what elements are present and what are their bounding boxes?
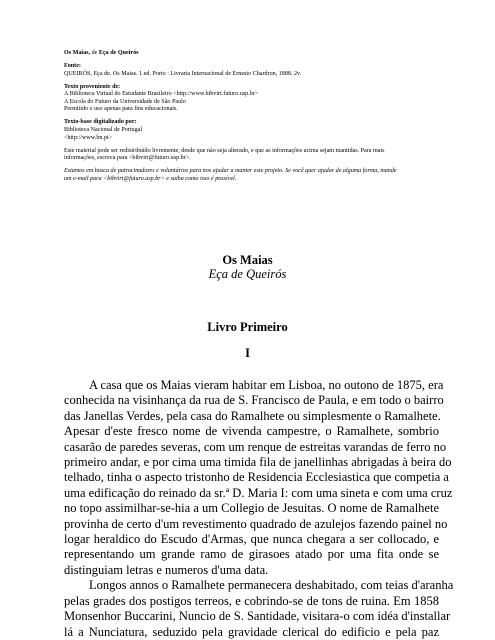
- body-line: distinguiam letras e numeros d'uma data.: [64, 562, 269, 577]
- body-line: logar heraldico do Escudo d'Armas, que nunca chegara a ser collocado, e: [64, 532, 439, 547]
- proveniente-line: A Escola do Futuro da Universidade de São Paulo: [64, 98, 186, 105]
- digitalizado-label: Texto-base digitalizado por:: [64, 119, 137, 126]
- header-author: Eça de Queirós: [98, 50, 139, 56]
- book-title: Os Maias: [222, 253, 273, 267]
- part-heading: Livro Primeiro: [207, 320, 288, 334]
- digitalizado-line: Biblioteca Nacional de Portugal: [64, 126, 143, 133]
- proveniente-label: Texto proveniente de:: [64, 83, 121, 90]
- body-line: lá a Nunciatura, seduzido pela gravidade clerical do edificio e pela paz: [64, 624, 439, 639]
- body-line: provinha de certo d'um revestimento quadrado de azulejos fazendo painel no: [64, 516, 448, 531]
- header-title: Os Maias,: [64, 50, 91, 56]
- proveniente-line: Permitido o uso apenas para fins educacionais.: [64, 106, 178, 113]
- license-line[interactable]: informações, escreva para <bibvirt@futuro.usp.br>.: [64, 155, 191, 162]
- digitalizado-line[interactable]: <http://www.bn.pt>: [64, 134, 113, 141]
- body-line: primeiro andar, e por cima uma timida fila de janellinhas abrigadas à beira do: [64, 455, 452, 470]
- body-line: das Janellas Verdes, pela casa do Ramalhete ou simplesmente o Ramalhete.: [64, 408, 441, 423]
- license-line: Este material pode ser redistribuído livremente, desde que não seja alterado, e que as informações acima sejam mantidas. Para mais: [64, 147, 385, 154]
- proveniente-block: [64, 84, 444, 114]
- document-header: [64, 50, 444, 189]
- chapter-heading: I: [245, 346, 250, 360]
- body-line: pelas grades dos postigos terreos, e cobrindo-se de tons de ruina. Em 1858: [64, 593, 439, 608]
- note-line[interactable]: um e-mail para <bibvirt@futuro.usp.br> e saiba como isso é possível.: [64, 175, 237, 182]
- title-block: [0, 253, 495, 281]
- body-line: A casa que os Maias vieram habitar em Lisboa, no outono de 1875, era: [89, 378, 444, 392]
- proveniente-line[interactable]: A Biblioteca Virtual do Estudante Brasileiro <http://www.bibvirt.futuro.usp.br>: [64, 91, 259, 98]
- license-block: [64, 148, 444, 163]
- fonte-block: [64, 63, 444, 78]
- body-text: [64, 378, 454, 640]
- header-title-line: [64, 50, 444, 58]
- body-line: no topo assimilhar-se-hia a um Collegio de Jesuitas. O nome de Ramalhete: [64, 501, 439, 516]
- header-title-connector: de: [91, 50, 98, 56]
- body-line: Apesar d'este fresco nome de vivenda campestre, o Ramalhete, sombrio: [64, 424, 439, 439]
- fonte-text: QUEIRÓS, Eça de. Os Maias. 1.ed. Porto : Livraria Internacional de Ernesto Chardron, 1888. 2v.: [64, 70, 302, 77]
- digitalizado-block: [64, 119, 444, 142]
- volunteer-note: [64, 168, 444, 183]
- body-line: telhado, tinha o aspecto tristonho de Residencia Ecclesiastica que competia a: [64, 470, 449, 485]
- body-line: Monsenhor Buccarini, Nuncio de S. Santidade, visitara-o com idéa d'installar: [64, 609, 451, 624]
- body-line: casarão de paredes severas, com um renque de estreitas varandas de ferro no: [64, 439, 447, 454]
- body-line: conhecida na visinhança da rua de S. Francisco de Paula, e em todo o bairro: [64, 393, 444, 408]
- body-line: representando um grande ramo de girasoes atado por uma fita onde se: [64, 547, 439, 562]
- book-author: Eça de Queirós: [208, 267, 287, 281]
- body-line: uma edificação do reinado da sr.ª D. Maria I: com uma sineta e com uma cruz: [64, 485, 453, 500]
- body-line: Longos annos o Ramalhete permanecera deshabitado, com teias d'aranha: [89, 578, 454, 593]
- fonte-label: Fonte:: [64, 62, 81, 69]
- note-line: Estamos em busca de patrocinadores e voluntários para nos ajudar a manter este projeto. Se você quer ajudar de alguma forma, mande: [64, 168, 397, 175]
